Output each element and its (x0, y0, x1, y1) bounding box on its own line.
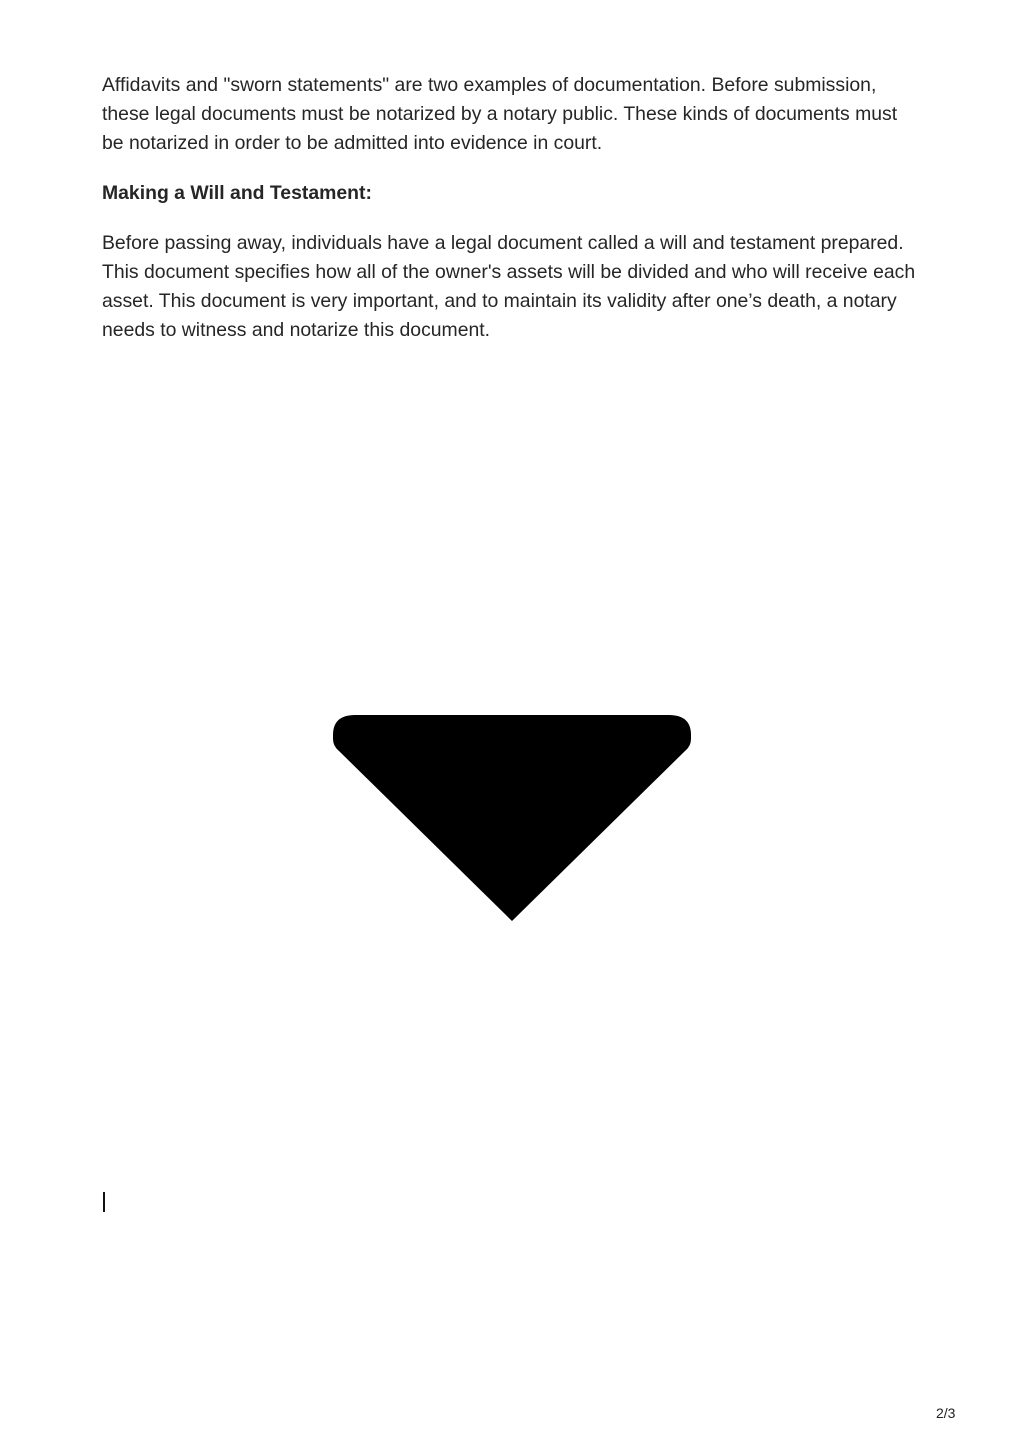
section-heading-will-and-testament: Making a Will and Testament: (102, 182, 372, 204)
text-cursor (103, 1192, 105, 1212)
paragraph-will-and-testament: Before passing away, individuals have a legal document called a will and testament prepared. This document specifies how all of the owner's assets will be divided and who will receive each asset. This document is very important, and to maintain its validity after one’s death, a notary needs to witness and notarize this document. (102, 232, 916, 341)
paragraph-affidavits: Affidavits and "sworn statements" are two examples of documentation. Before submission, these legal documents must be notarized by a notary public. These kinds of documents must be notarized in order to be admitted into evidence in court. (102, 74, 898, 154)
page-number: 2/3 (936, 1405, 956, 1421)
triangle-down-icon (333, 713, 691, 923)
